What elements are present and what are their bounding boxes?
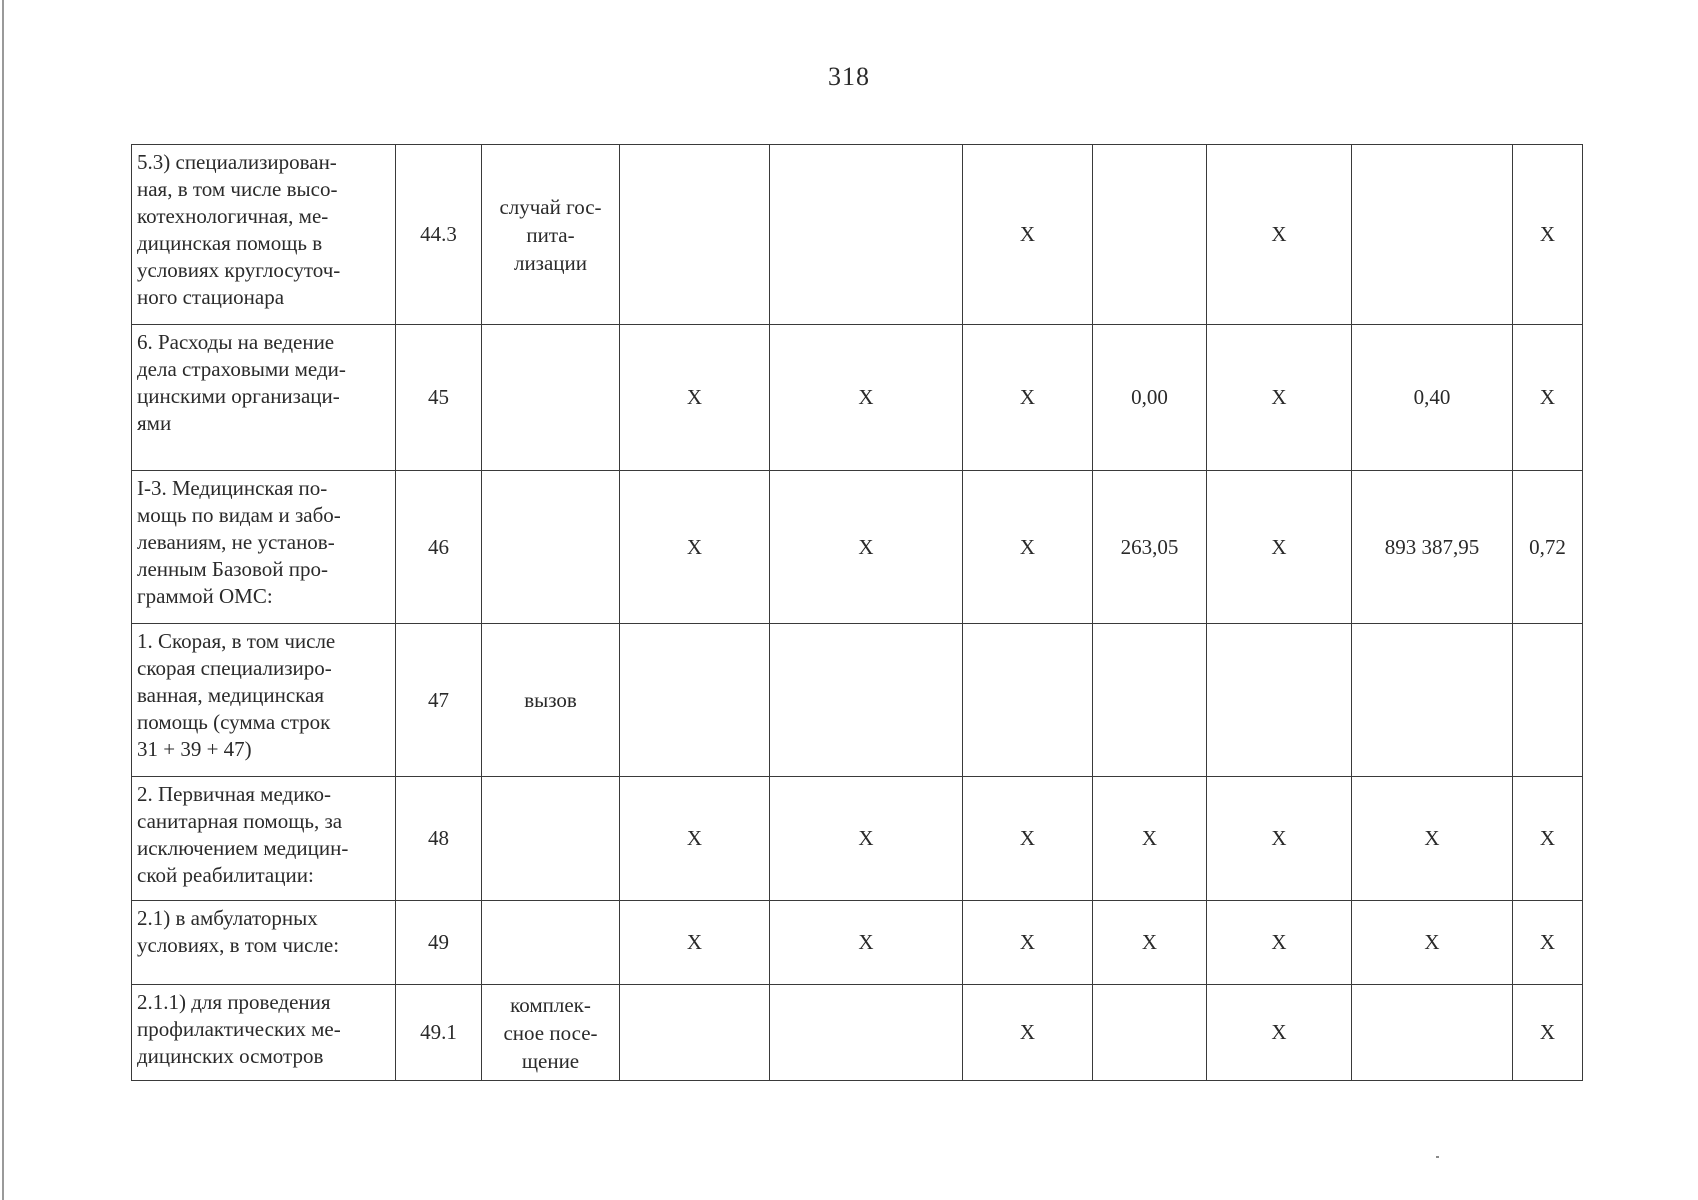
data-table [131, 144, 1583, 1081]
unit-cell [482, 624, 620, 777]
value-cell [963, 624, 1093, 777]
row-name-cell [132, 145, 396, 325]
unit-cell [482, 985, 620, 1081]
unit-cell [482, 145, 620, 325]
value-cell [1352, 624, 1513, 777]
unit-cell [482, 471, 620, 624]
value-cell: 893 387,95 [1352, 471, 1513, 624]
table-row [132, 325, 1583, 471]
value-cell: X [770, 325, 963, 471]
value-cell: 263,05 [1093, 471, 1207, 624]
table-row [132, 145, 1583, 325]
value-cell: X [963, 145, 1093, 325]
value-cell: X [1207, 471, 1352, 624]
row-name-cell [132, 325, 396, 471]
value-cell: X [963, 901, 1093, 985]
value-cell: X [620, 325, 770, 471]
value-cell [620, 624, 770, 777]
value-cell: X [620, 777, 770, 901]
value-cell: 0,00 [1093, 325, 1207, 471]
value-cell [1207, 624, 1352, 777]
scan-left-edge [2, 0, 4, 1200]
value-cell: X [1352, 901, 1513, 985]
value-cell: X [1093, 901, 1207, 985]
table-row [132, 624, 1583, 777]
row-number-cell: 48 [396, 777, 482, 901]
value-cell: X [1352, 777, 1513, 901]
row-number-cell: 47 [396, 624, 482, 777]
table-row [132, 777, 1583, 901]
value-cell: X [770, 471, 963, 624]
value-cell: X [1513, 985, 1583, 1081]
value-cell: X [1207, 145, 1352, 325]
row-name: 1. Скорая, в том числе скорая специализиро- ванная, медицинская помощь (сумма строк 31 + 39 + 47) [137, 629, 336, 761]
value-cell [1352, 985, 1513, 1081]
value-cell [620, 985, 770, 1081]
value-cell: 0,40 [1352, 325, 1513, 471]
scan-speck [1436, 1156, 1439, 1158]
unit-text: вызов [524, 688, 577, 712]
value-cell: X [963, 471, 1093, 624]
value-cell: X [620, 901, 770, 985]
row-number-cell: 46 [396, 471, 482, 624]
value-cell: X [963, 777, 1093, 901]
page-number: 318 [828, 62, 870, 91]
row-number-cell: 49 [396, 901, 482, 985]
value-cell: X [963, 325, 1093, 471]
value-cell: X [1513, 325, 1583, 471]
row-name: 2. Первичная медико- санитарная помощь, за исключением медицин- ской реабилитации: [137, 782, 349, 887]
row-name: 6. Расходы на ведение дела страховыми меди- цинскими организаци- ями [137, 330, 346, 435]
row-name-cell [132, 901, 396, 985]
row-name: 5.3) специализирован- ная, в том числе высо- котехнологичная, ме- дицинская помощь в условиях круглосуточ- ного стационара [137, 150, 341, 309]
row-number-cell: 49.1 [396, 985, 482, 1081]
table-row [132, 901, 1583, 985]
unit-cell [482, 901, 620, 985]
table-row [132, 985, 1583, 1081]
value-cell: X [1207, 777, 1352, 901]
row-name-cell [132, 624, 396, 777]
value-cell: X [770, 901, 963, 985]
unit-text: комплек- сное посе- щение [503, 992, 598, 1073]
value-cell: X [1207, 901, 1352, 985]
value-cell [1093, 624, 1207, 777]
value-cell: X [770, 777, 963, 901]
value-cell [1513, 624, 1583, 777]
value-cell [1093, 985, 1207, 1081]
value-cell: X [963, 985, 1093, 1081]
value-cell: X [1513, 901, 1583, 985]
row-name-cell [132, 471, 396, 624]
value-cell: X [1207, 325, 1352, 471]
unit-cell [482, 325, 620, 471]
value-cell: X [620, 471, 770, 624]
table-row [132, 471, 1583, 624]
row-number-cell: 45 [396, 325, 482, 471]
row-name: 2.1) в амбулаторных условиях, в том числе: [137, 906, 340, 957]
row-name: I-3. Медицинская по- мощь по видам и забо- леваниям, не установ- ленным Базовой про- граммой ОМС: [137, 476, 341, 608]
value-cell [770, 145, 963, 325]
value-cell: 0,72 [1513, 471, 1583, 624]
value-cell [1352, 145, 1513, 325]
value-cell [770, 985, 963, 1081]
unit-text: случай гос- пита- лизации [499, 194, 602, 275]
value-cell: X [1513, 777, 1583, 901]
row-name: 2.1.1) для проведения профилактических ме- дицинских осмотров [137, 990, 341, 1068]
value-cell [620, 145, 770, 325]
row-name-cell [132, 985, 396, 1081]
value-cell: X [1513, 145, 1583, 325]
unit-cell [482, 777, 620, 901]
value-cell [770, 624, 963, 777]
value-cell: X [1207, 985, 1352, 1081]
value-cell: X [1093, 777, 1207, 901]
row-number-cell: 44.3 [396, 145, 482, 325]
row-name-cell [132, 777, 396, 901]
value-cell [1093, 145, 1207, 325]
